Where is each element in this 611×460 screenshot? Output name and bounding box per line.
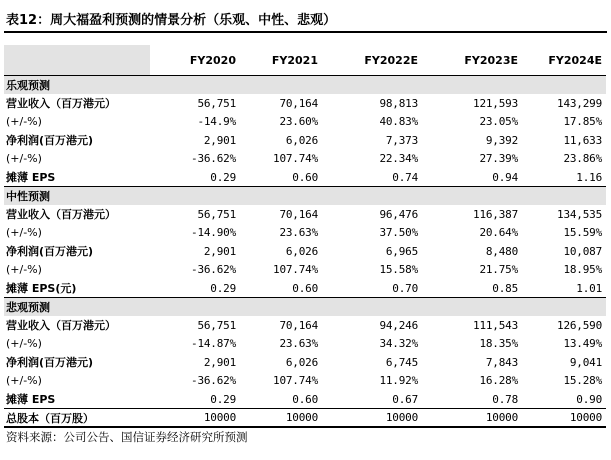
table-row bbox=[4, 205, 606, 224]
column-header: FY2022E bbox=[364, 53, 418, 67]
column-header: FY2023E bbox=[464, 53, 518, 67]
row-value: 107.74% bbox=[273, 152, 318, 166]
row-value: -36.62% bbox=[191, 263, 236, 277]
section-header-blank bbox=[422, 298, 522, 317]
table-row bbox=[4, 113, 606, 132]
forecast-table bbox=[4, 45, 606, 428]
source-note: 资料来源：公司公告、国信证券经济研究所预测 bbox=[6, 430, 248, 444]
row-label: 净利润(百万港元) bbox=[6, 356, 94, 370]
row-value: 1.16 bbox=[576, 170, 602, 184]
section-header-blank bbox=[150, 298, 240, 317]
row-value: 7,843 bbox=[485, 355, 518, 369]
row-value: 6,026 bbox=[285, 133, 318, 147]
section-header-blank bbox=[240, 298, 322, 317]
row-value: 0.85 bbox=[492, 281, 518, 295]
row-value: 56,751 bbox=[197, 207, 236, 221]
row-value: 1.01 bbox=[576, 281, 602, 295]
row-value: 23.86% bbox=[563, 152, 602, 166]
row-value: 11,633 bbox=[563, 133, 602, 147]
row-label: (+/-%) bbox=[6, 152, 42, 166]
row-value: 23.60% bbox=[279, 115, 318, 129]
section-header-blank bbox=[522, 187, 606, 206]
row-value: 37.50% bbox=[379, 226, 418, 240]
row-value: 0.94 bbox=[492, 170, 518, 184]
row-value: 134,535 bbox=[557, 207, 602, 221]
row-value: 0.60 bbox=[292, 281, 318, 295]
row-value: 0.74 bbox=[392, 170, 418, 184]
section-header-blank bbox=[322, 187, 422, 206]
row-value: 0.60 bbox=[292, 392, 318, 406]
row-value: 10000 bbox=[322, 409, 422, 428]
section-header-blank bbox=[240, 187, 322, 206]
row-value: 13.49% bbox=[563, 337, 602, 351]
column-header: FY2020 bbox=[189, 53, 236, 67]
section-header-row bbox=[4, 76, 606, 95]
row-value: 0.78 bbox=[492, 392, 518, 406]
row-label: 摊薄 EPS bbox=[6, 171, 56, 184]
row-value: 16.28% bbox=[479, 374, 518, 388]
section-header-blank bbox=[522, 298, 606, 317]
row-value: 70,164 bbox=[279, 318, 318, 332]
section-header-blank bbox=[240, 76, 322, 95]
row-value: 0.29 bbox=[210, 281, 236, 295]
row-value: 23.05% bbox=[479, 115, 518, 129]
table-row bbox=[4, 335, 606, 354]
header-row bbox=[4, 45, 606, 76]
section-header-row bbox=[4, 298, 606, 317]
row-value: -14.87% bbox=[191, 337, 236, 351]
row-value: -36.62% bbox=[191, 152, 236, 166]
row-value: 107.74% bbox=[273, 263, 318, 277]
row-value: 23.63% bbox=[279, 337, 318, 351]
row-value: 40.83% bbox=[379, 115, 418, 129]
row-value: 10000 bbox=[422, 409, 522, 428]
section-title: 悲观预测 bbox=[4, 298, 150, 317]
row-value: 0.90 bbox=[576, 392, 602, 406]
row-label: 净利润(百万港元) bbox=[6, 245, 94, 259]
column-header: FY2024E bbox=[548, 53, 602, 67]
row-value: 9,041 bbox=[569, 355, 602, 369]
row-value: 2,901 bbox=[203, 244, 236, 258]
row-label: (+/-%) bbox=[6, 115, 42, 129]
header-corner bbox=[4, 45, 150, 76]
row-value: 143,299 bbox=[557, 96, 602, 110]
table-row bbox=[4, 242, 606, 261]
row-value: 107.74% bbox=[273, 374, 318, 388]
row-label: 净利润(百万港元) bbox=[6, 134, 94, 148]
row-value: 116,387 bbox=[473, 207, 518, 221]
row-value: 21.75% bbox=[479, 263, 518, 277]
row-value: 15.59% bbox=[563, 226, 602, 240]
row-value: 18.95% bbox=[563, 263, 602, 277]
row-label: (+/-%) bbox=[6, 337, 42, 351]
section-header-blank bbox=[422, 76, 522, 95]
row-value: 126,590 bbox=[557, 318, 602, 332]
row-value: 94,246 bbox=[379, 318, 418, 332]
row-value: -36.62% bbox=[191, 374, 236, 388]
section-header-row bbox=[4, 187, 606, 206]
row-value: 20.64% bbox=[479, 226, 518, 240]
row-value: 0.29 bbox=[210, 170, 236, 184]
row-value: 2,901 bbox=[203, 133, 236, 147]
section-header-blank bbox=[322, 76, 422, 95]
table-row bbox=[4, 316, 606, 335]
row-value: 6,965 bbox=[385, 244, 418, 258]
table-row bbox=[4, 94, 606, 113]
row-value: 22.34% bbox=[379, 152, 418, 166]
total-shares-row bbox=[4, 409, 606, 428]
row-value: 121,593 bbox=[473, 96, 518, 110]
row-value: 96,476 bbox=[379, 207, 418, 221]
table-title: 表12：周大福盈利预测的情景分析（乐观、中性、悲观） bbox=[6, 13, 337, 28]
table-row bbox=[4, 224, 606, 243]
row-value: 10000 bbox=[240, 409, 322, 428]
table-row bbox=[4, 261, 606, 280]
row-value: -14.9% bbox=[197, 115, 236, 129]
row-value: 70,164 bbox=[279, 207, 318, 221]
row-value: 0.67 bbox=[392, 392, 418, 406]
section-header-blank bbox=[322, 298, 422, 317]
section-header-blank bbox=[422, 187, 522, 206]
row-label: 营业收入（百万港元） bbox=[6, 208, 116, 222]
row-label: (+/-%) bbox=[6, 226, 42, 240]
row-value: 0.29 bbox=[210, 392, 236, 406]
table-body bbox=[4, 76, 606, 428]
section-header-blank bbox=[522, 76, 606, 95]
row-value: 8,480 bbox=[485, 244, 518, 258]
row-value: 23.63% bbox=[279, 226, 318, 240]
table-row bbox=[4, 168, 606, 187]
row-value: 10000 bbox=[522, 409, 606, 428]
row-value: 70,164 bbox=[279, 96, 318, 110]
table-row bbox=[4, 131, 606, 150]
row-value: -14.90% bbox=[191, 226, 236, 240]
table-row bbox=[4, 279, 606, 298]
table-row bbox=[4, 372, 606, 391]
row-value: 6,745 bbox=[385, 355, 418, 369]
section-header-blank bbox=[150, 76, 240, 95]
row-label: (+/-%) bbox=[6, 374, 42, 388]
section-header-blank bbox=[150, 187, 240, 206]
row-value: 0.70 bbox=[392, 281, 418, 295]
row-value: 15.28% bbox=[563, 374, 602, 388]
row-value: 10,087 bbox=[563, 244, 602, 258]
column-header: FY2021 bbox=[271, 53, 318, 67]
row-label: (+/-%) bbox=[6, 263, 42, 277]
row-label: 营业收入（百万港元） bbox=[6, 97, 116, 111]
row-value: 11.92% bbox=[379, 374, 418, 388]
row-value: 2,901 bbox=[203, 355, 236, 369]
row-label: 摊薄 EPS(元) bbox=[6, 282, 77, 295]
row-value: 15.58% bbox=[379, 263, 418, 277]
row-label: 营业收入（百万港元） bbox=[6, 319, 116, 333]
row-value: 6,026 bbox=[285, 355, 318, 369]
row-value: 7,373 bbox=[385, 133, 418, 147]
section-title: 乐观预测 bbox=[4, 76, 150, 95]
section-title: 中性预测 bbox=[4, 187, 150, 206]
row-value: 10000 bbox=[150, 409, 240, 428]
row-value: 17.85% bbox=[563, 115, 602, 129]
table-row bbox=[4, 150, 606, 169]
row-value: 18.35% bbox=[479, 337, 518, 351]
row-label: 总股本（百万股） bbox=[4, 409, 150, 428]
row-value: 0.60 bbox=[292, 170, 318, 184]
title-rule bbox=[4, 31, 607, 33]
table-row bbox=[4, 390, 606, 409]
row-value: 98,813 bbox=[379, 96, 418, 110]
row-value: 9,392 bbox=[485, 133, 518, 147]
row-label: 摊薄 EPS bbox=[6, 393, 56, 406]
row-value: 56,751 bbox=[197, 96, 236, 110]
row-value: 34.32% bbox=[379, 337, 418, 351]
row-value: 27.39% bbox=[479, 152, 518, 166]
row-value: 56,751 bbox=[197, 318, 236, 332]
row-value: 111,543 bbox=[473, 318, 518, 332]
table-row bbox=[4, 353, 606, 372]
row-value: 6,026 bbox=[285, 244, 318, 258]
